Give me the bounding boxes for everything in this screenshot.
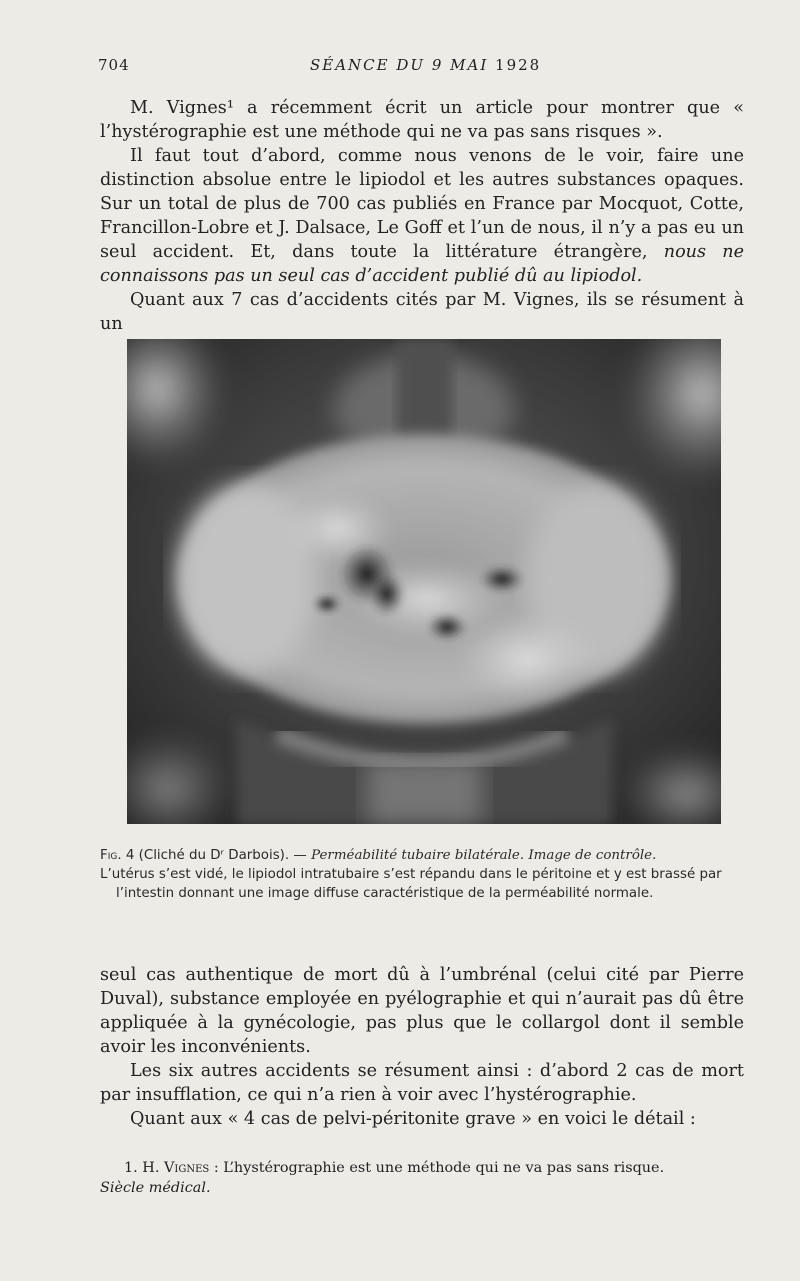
page-number: 704: [98, 56, 130, 74]
paragraph: Quant aux « 4 cas de pelvi-péritonite grave » en voici le détail :: [130, 1109, 696, 1129]
paragraph: seul cas authentique de mort dû à l’umbrénal (celui cité par Pierre Duval), substance employée en pyélographie et qui n’aurait pas dû être appliquée à la gynécologie, pas plus que le collargol dont il semble avoir les inconvénients.: [100, 965, 744, 1057]
footnote-author: Vignes: [164, 1160, 210, 1176]
caption-body: L’utérus s’est vidé, le lipiodol intratubaire s’est répandu dans le péritoine et y est brassé par l’intestin donnant une image diffuse caractéristique de la perméabilité normale.: [100, 867, 722, 901]
footnote: [100, 1158, 750, 1198]
session-title: SÉANCE DU 9 MAI 1928: [310, 56, 542, 74]
body-text-bottom: [100, 963, 744, 1131]
figure-title: Perméabilité tubaire bilatérale. Image de contrôle.: [311, 848, 657, 863]
radiograph-figure: [127, 339, 721, 824]
paragraph: Il faut tout d’abord, comme nous venons de le voir, faire une distinction absolue entre le lipiodol et les autres substances opaques. Sur un total de plus de 700 cas publiés en France par Mocquot, Cotte, Francillon-Lobre et J. Dalsace, Le Goff et l’un de nous, il n’y a pas eu un seul accident. Et, dans toute la littérature étrangère, nous ne connaissons pas un seul cas d’accident publié dû au lipiodol.: [100, 146, 745, 286]
session-year: 1928: [495, 56, 542, 74]
body-text-top: [100, 96, 744, 336]
figure-credit: (Cliché du Dʳ Darbois). —: [138, 848, 307, 863]
footnote-line: [100, 1158, 750, 1178]
xray-image: [127, 339, 721, 824]
emphasis: nous ne connaissons pas un seul cas d’accident publié dû au lipiodol.: [100, 242, 745, 286]
paragraph: Les six autres accidents se résument ainsi : d’abord 2 cas de mort par insufflation, ce qui n’a rien à voir avec l’hystérographie.: [100, 1061, 744, 1105]
running-header: [98, 56, 748, 80]
caption-heading: [100, 846, 748, 865]
footnote-marker: 1. H.: [124, 1160, 160, 1176]
figure-caption: [100, 846, 748, 903]
footnote-source: Siècle médical.: [100, 1180, 211, 1196]
paragraph: Quant aux 7 cas d’accidents cités par M. Vignes, ils se résument à un: [100, 290, 744, 334]
figure-label: Fig. 4: [100, 848, 135, 863]
paragraph: M. Vignes¹ a récemment écrit un article pour montrer que « l’hystérographie est une méthode qui ne va pas sans risques ».: [100, 98, 744, 142]
footnote-text: : L’hystérographie est une méthode qui ne va pas sans risque.: [213, 1160, 665, 1176]
